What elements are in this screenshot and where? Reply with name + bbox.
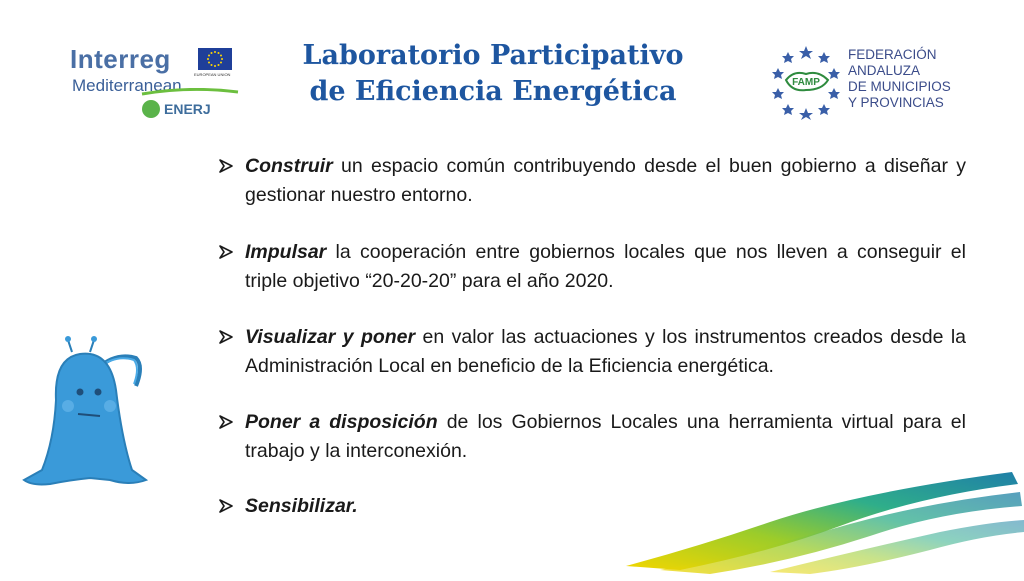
arrow-bullet-icon xyxy=(218,492,240,523)
decorative-swoosh xyxy=(620,466,1024,576)
famp-emblem-icon xyxy=(770,44,842,120)
bullet-body: de los Gobiernos Locales una herramienta virtual para el trabajo y la interconexión. xyxy=(245,411,966,462)
famp-line: FEDERACIÓN xyxy=(848,47,937,62)
bullet-text xyxy=(245,238,966,296)
list-item xyxy=(218,408,966,466)
list-item xyxy=(218,238,966,296)
bullet-lead: Impulsar xyxy=(245,241,327,263)
interreg-wordmark: Interreg xyxy=(70,44,171,74)
bullet-lead: Construir xyxy=(245,155,333,177)
bullet-text xyxy=(245,408,966,466)
famp-name xyxy=(848,47,951,111)
enerj-recycle-icon xyxy=(142,100,160,118)
famp-line: ANDALUZA xyxy=(848,63,921,78)
interreg-enerj-logo xyxy=(70,44,245,124)
arrow-bullet-icon xyxy=(218,323,240,354)
arrow-bullet-icon xyxy=(218,408,240,439)
famp-line: DE MUNICIPIOS xyxy=(848,79,951,94)
bullet-body: la cooperación entre gobiernos locales que nos lleven a conseguir el triple objetivo “20-20-20” para el año 2020. xyxy=(245,241,966,292)
bullet-lead: Poner a disposición xyxy=(245,411,438,433)
eu-flag-icon xyxy=(198,48,232,70)
list-item xyxy=(218,152,966,210)
list-item xyxy=(218,323,966,381)
svg-text:FAMP: FAMP xyxy=(792,77,820,88)
bullet-body: un espacio común contribuyendo desde el buen gobierno a diseñar y gestionar nuestro entorno. xyxy=(245,155,966,206)
bullet-lead: Visualizar y poner xyxy=(245,326,416,348)
bullet-body: en valor las actuaciones y los instrumentos creados desde la Administración Local en beneficio de la Eficiencia energética. xyxy=(245,326,966,377)
arrow-bullet-icon xyxy=(218,152,240,183)
mediterranean-wordmark: Mediterranean xyxy=(72,76,182,95)
bullet-lead: Sensibilizar. xyxy=(245,495,358,517)
bullet-text xyxy=(245,152,966,210)
bullet-text xyxy=(245,323,966,381)
page-title xyxy=(268,38,718,110)
arrow-bullet-icon xyxy=(218,238,240,269)
title-line-2: de Eficiencia Energética xyxy=(309,76,677,107)
mascot-illustration xyxy=(20,330,160,500)
famp-line: Y PROVINCIAS xyxy=(848,95,944,110)
logo-underline-icon xyxy=(140,88,240,98)
title-line-1: Laboratorio Participativo xyxy=(302,40,684,71)
enerj-wordmark: ENERJ xyxy=(164,101,211,117)
eu-caption: EUROPEAN UNION xyxy=(194,72,231,77)
